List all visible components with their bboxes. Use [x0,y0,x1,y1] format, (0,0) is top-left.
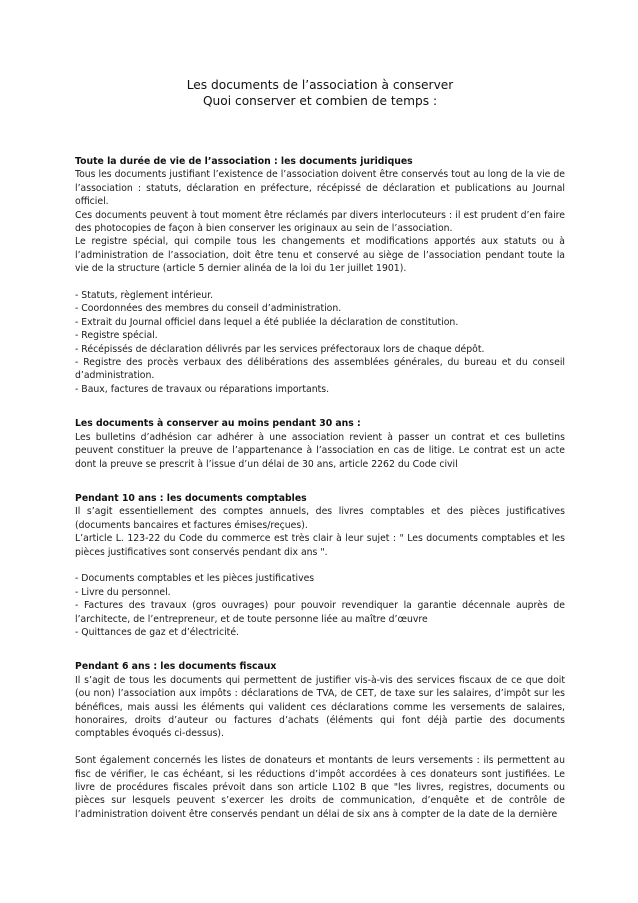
paragraph: Le registre spécial, qui compile tous les changements et modifications apportés aux statuts ou à l’administration de l’association, doit être tenu et conservé au siège de l’association pendant toute la vie de la structure (article 5 dernier alinéa de la loi du 1er juillet 1901). [75,236,565,275]
list-item: - Statuts, règlement intérieur. [75,290,214,302]
paragraph: L’article L. 123-22 du Code du commerce est très clair à leur sujet : " Les documents comptables et les pièces justificatives sont conservés pendant dix ans ". [75,533,565,558]
document-title [75,77,565,109]
list-item: - Baux, factures de travaux ou réparations importants. [75,383,330,395]
title-line-1: Les documents de l’association à conserver [186,78,454,92]
list-item: - Registre des procès verbaux des délibérations des assemblées générales, du bureau et du conseil d’administration. [75,357,565,382]
paragraph: Tous les documents justifiant l’existence de l’association doivent être conservés tout au long de la vie de l’association : statuts, déclaration en préfecture, récépissé de déclaration et publications au Journal officiel. [75,169,565,208]
section-heading: Pendant 6 ans : les documents fiscaux [75,661,277,673]
section-30-years [75,417,565,471]
list-item: - Livre du personnel. [75,586,171,598]
document-list [75,289,565,396]
section-heading: Les documents à conserver au moins pendant 30 ans : [75,418,361,430]
paragraph: Il s’agit essentiellement des comptes annuels, des livres comptables et des pièces justificatives (documents bancaires et factures émises/reçues). [75,506,565,531]
list-item: - Quittances de gaz et d’électricité. [75,626,239,638]
section-lifetime [75,155,565,396]
section-10-years [75,492,565,639]
list-item: - Registre spécial. [75,330,158,342]
paragraph: Il s’agit de tous les documents qui permettent de justifier vis-à-vis des services fiscaux de ce que doit (ou non) l’association aux impôts : déclarations de TVA, de CET, de taxe sur les salaires, d’impôt sur les bénéfices, mais aussi les éléments qui valident ces déclarations comme les versements de salaires, honoraires, droits d’auteur ou factures d’achats (éléments qui font déjà partie des documents comptables évoqués ci-dessus). [75,674,565,740]
section-heading: Pendant 10 ans : les documents comptables [75,492,307,504]
section-heading: Toute la durée de vie de l’association : les documents juridiques [75,156,413,167]
title-line-2: Quoi conserver et combien de temps : [202,94,438,108]
section-6-years [75,660,565,821]
list-item: - Factures des travaux (gros ouvrages) pour pouvoir revendiquer la garantie décennale auprès de l’architecte, de l’entrepreneur, et de toute personne liée au maître d’œuvre [75,600,565,625]
paragraph: Les bulletins d’adhésion car adhérer à une association revient à passer un contrat et ces bulletins peuvent constituer la preuve de l’appartenance à l’association en cas de litige. Le contrat est un acte dont la preuve se prescrit à l’issue d’un délai de 30 ans, article 2262 du Code civil [75,431,565,470]
document-list [75,572,565,639]
paragraph: Sont également concernés les listes de donateurs et montants de leurs versements : ils permettent au fisc de vérifier, le cas échéant, si les réductions d’impôt accordées à ces donateurs sont justifiées. Le livre de procédures fiscales prévoit dans son article L102 B que "les livres, registres, documents ou pièces sur lesquels peuvent s’exercer les droits de communication, d’enquête et de contrôle de l’administration doivent être conservés pendant un délai de six ans à compter de la date de la dernière [75,755,565,820]
paragraph: Ces documents peuvent à tout moment être réclamés par divers interlocuteurs : il est prudent d’en faire des photocopies de façon à bien conserver les originaux au sein de l’association. [75,209,565,235]
list-item: - Documents comptables et les pièces justificatives [75,573,315,585]
list-item: - Extrait du Journal officiel dans lequel a été publiée la déclaration de constitution. [75,316,459,328]
list-item: - Récépissés de déclaration délivrés par les services préfectoraux lors de chaque dépôt. [75,343,485,355]
list-item: - Coordonnées des membres du conseil d’administration. [75,303,342,315]
